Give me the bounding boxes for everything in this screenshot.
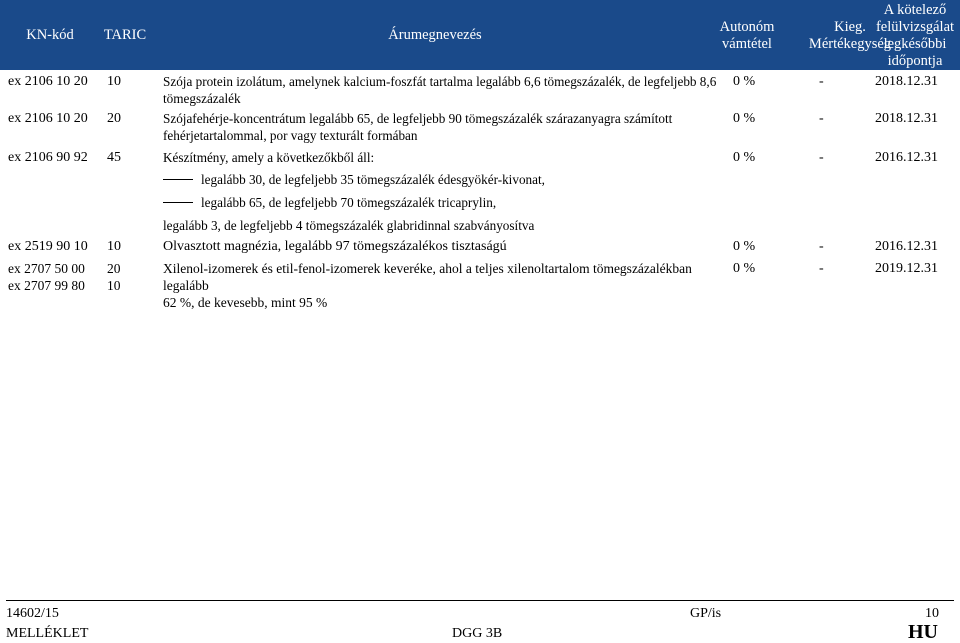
duty-rate: 0 % <box>733 111 756 126</box>
header-autonom: Autonóm vámtétel <box>719 19 775 52</box>
supplementary-unit: - <box>819 239 824 254</box>
review-date: 2016.12.31 <box>875 239 938 254</box>
description: Szójafehérje-koncentrátum legalább 65, de legfeljebb 90 tömegszázalék szárazanyagra számított fehérjetartalommal, por vagy texturált formában <box>163 111 673 143</box>
review-date: 2019.12.31 <box>875 261 938 276</box>
dash-mark <box>163 202 193 203</box>
header-arumegnevezes: Árumegnevezés <box>388 27 482 43</box>
dg-code: DGG 3B <box>452 626 503 641</box>
header-kieg: Kieg. Mértékegység <box>808 19 892 52</box>
review-date: 2018.12.31 <box>875 74 938 89</box>
duty-rate: 0 % <box>733 261 756 276</box>
header-kotelezo: A kötelező felülvizsgálat legkésőbbi időpontja <box>875 2 955 69</box>
supplementary-unit: - <box>819 261 824 276</box>
review-date: 2018.12.31 <box>875 111 938 126</box>
sub-item: legalább 3, de legfeljebb 4 tömegszázalék glabridinnal szabványosítva <box>163 218 535 233</box>
footer-divider <box>6 600 954 601</box>
description: Olvasztott magnézia, legalább 97 tömegszázalékos tisztaságú <box>163 239 507 254</box>
description: Készítmény, amely a következőkből áll: <box>163 150 375 165</box>
header-kn-kod: KN-kód <box>26 27 74 43</box>
taric-code: 45 <box>107 150 121 165</box>
description: Szója protein izolátum, amelynek kalcium-foszfát tartalma legalább 6,6 tömegszázalék, de legfeljebb 8,6 tömegszázalék <box>163 74 717 106</box>
taric-code: 20 <box>107 111 121 126</box>
kn-code: ex 2106 90 92 <box>8 150 88 165</box>
document-number: 14602/15 <box>6 606 59 621</box>
kn-code: ex 2106 10 20 <box>8 74 88 89</box>
kn-code: ex 2707 50 00 ex 2707 99 80 <box>8 261 85 293</box>
initials: GP/is <box>690 606 722 621</box>
dash-mark <box>163 179 193 180</box>
sub-item: legalább 65, de legfeljebb 70 tömegszázalék tricaprylin, <box>163 194 496 211</box>
annex-label: MELLÉKLET <box>6 626 89 641</box>
supplementary-unit: - <box>819 150 824 165</box>
duty-rate: 0 % <box>733 74 756 89</box>
duty-rate: 0 % <box>733 150 756 165</box>
kn-code: ex 2519 90 10 <box>8 239 88 254</box>
supplementary-unit: - <box>819 74 824 89</box>
supplementary-unit: - <box>819 111 824 126</box>
taric-code: 10 <box>107 74 121 89</box>
kn-code: ex 2106 10 20 <box>8 111 88 126</box>
review-date: 2016.12.31 <box>875 150 938 165</box>
description: Xilenol-izomerek és etil-fenol-izomerek keveréke, ahol a teljes xilenoltartalom tömegszázalékban legalább 62 %, de kevesebb, mint 95 % <box>163 261 692 310</box>
taric-code: 20 10 <box>107 261 121 293</box>
language-code: HU <box>908 621 938 643</box>
page-number: 10 <box>925 606 939 621</box>
sub-item: legalább 30, de legfeljebb 35 tömegszázalék édesgyökér-kivonat, <box>163 171 545 188</box>
duty-rate: 0 % <box>733 239 756 254</box>
table-header <box>0 0 960 70</box>
taric-code: 10 <box>107 239 121 254</box>
header-taric: TARIC <box>103 27 147 43</box>
